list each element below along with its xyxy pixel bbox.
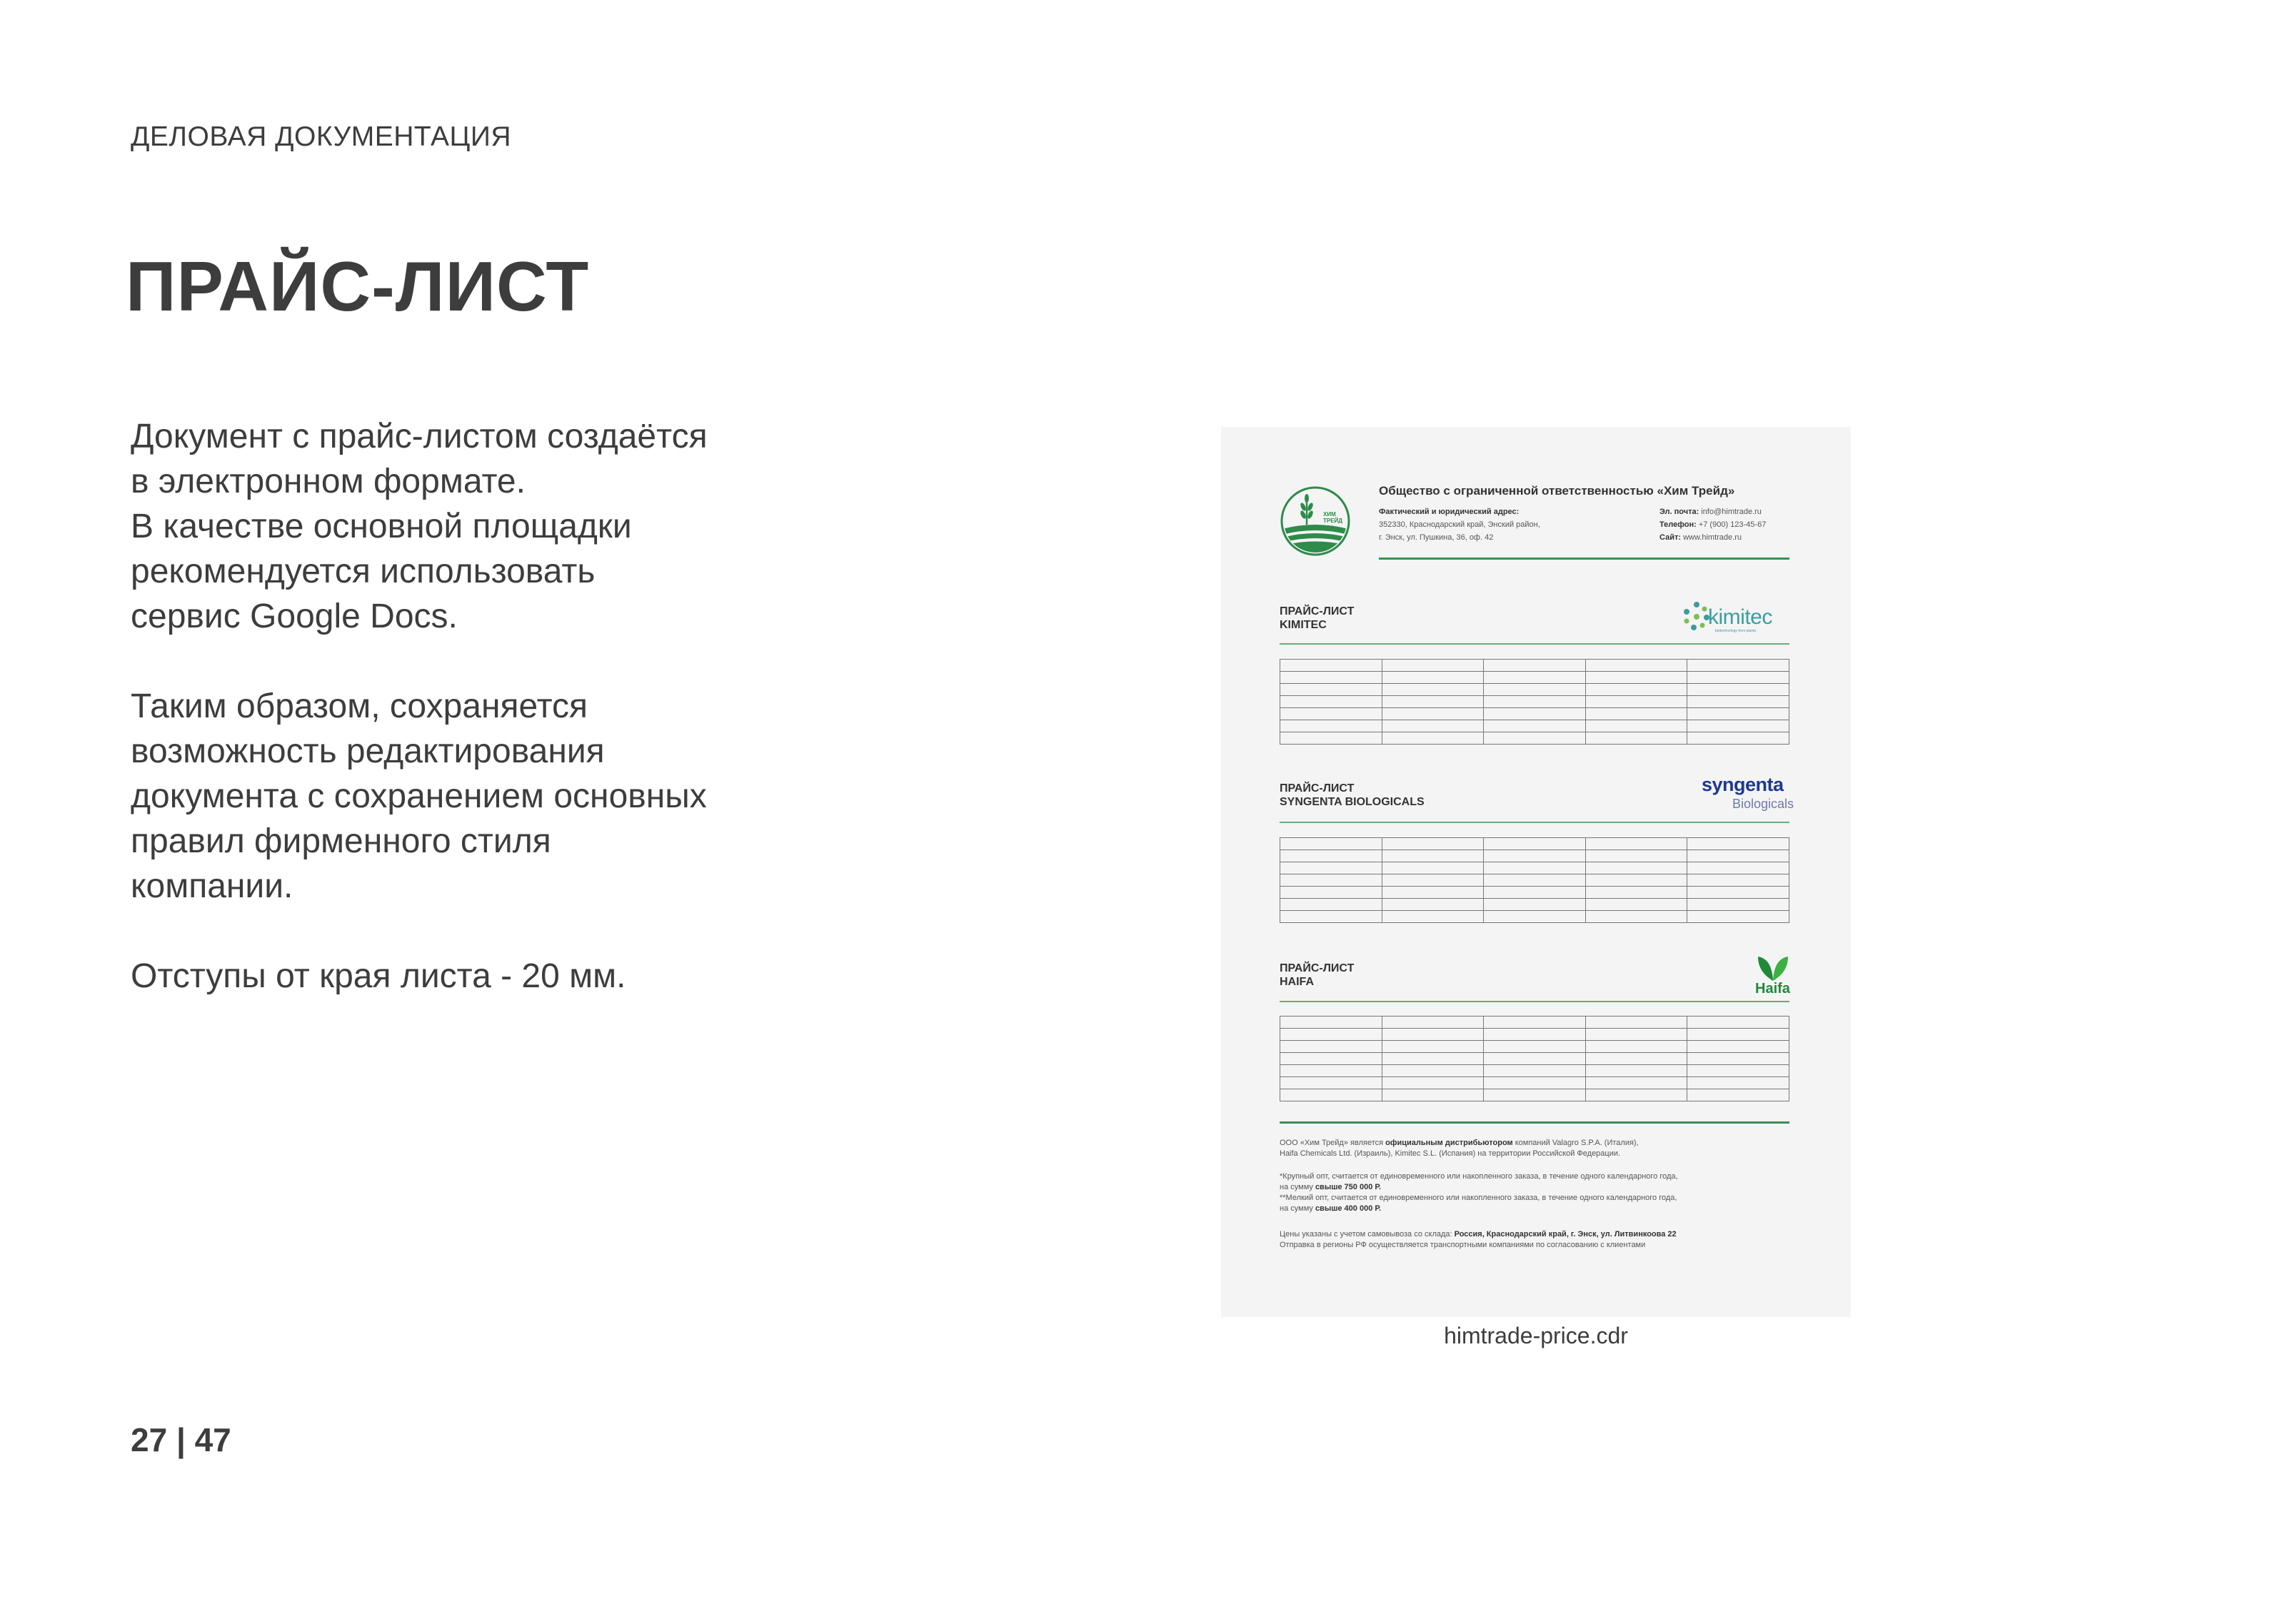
header-rule: [1379, 558, 1789, 560]
footer-rule: [1280, 1121, 1789, 1124]
page-title: ПРАЙС-ЛИСТ: [126, 247, 590, 326]
description-line: Таким образом, сохраняется: [131, 687, 588, 725]
haifa-logo: Haifa: [1755, 981, 1790, 997]
price-list-preview: [1221, 427, 1851, 1317]
footer-text: Haifa Chemicals Ltd. (Израиль), Kimitec S.L. (Испания) на территории Российской Федерации.: [1280, 1149, 1621, 1158]
footer-bold: свыше 750 000 Р.: [1315, 1183, 1382, 1191]
phone-label: Телефон:: [1659, 520, 1697, 529]
description-paragraph-2: [131, 684, 845, 909]
site-value: www.himtrade.ru: [1683, 533, 1742, 542]
section-title: ПРАЙС-ЛИСТ: [1280, 962, 1355, 974]
footer-text: Цены указаны с учетом самовывоза со склада:: [1280, 1230, 1455, 1239]
logo-text: ХИМ ТРЕЙД: [1323, 511, 1343, 524]
section-rule: [1280, 822, 1789, 823]
section-rule: [1280, 643, 1789, 645]
section-title: ПРАЙС-ЛИСТ: [1280, 605, 1355, 617]
section-title-haifa: [1280, 962, 1354, 989]
price-table-syngenta: [1280, 837, 1789, 923]
section-subtitle: KIMITEC: [1280, 619, 1327, 631]
email-value: info@himtrade.ru: [1701, 508, 1762, 516]
footer-bold: официальным дистрибьютором: [1385, 1139, 1513, 1147]
description-line: сервис Google Docs.: [131, 597, 458, 635]
footer-paragraph-1: [1280, 1138, 1639, 1159]
section-rule: [1280, 1001, 1789, 1002]
page-number: 27 | 47: [131, 1421, 231, 1458]
address-heading: Фактический и юридический адрес:: [1379, 508, 1520, 516]
footer-paragraph-2: [1280, 1171, 1678, 1214]
email-label: Эл. почта:: [1659, 508, 1699, 516]
description-line: рекомендуется использовать: [131, 553, 596, 590]
description-paragraph-1: [131, 414, 845, 639]
footer-bold: Россия, Краснодарский край, г. Энск, ул. Литвинкоова 22: [1454, 1230, 1677, 1239]
section-title: ПРАЙС-ЛИСТ: [1280, 782, 1355, 795]
footer-text: **Мелкий опт, считается от единовременного или накопленного заказа, в течение одного календарного года,: [1280, 1194, 1677, 1202]
footer-bold: свыше 400 000 Р.: [1315, 1204, 1382, 1213]
section-subtitle: SYNGENTA BIOLOGICALS: [1280, 796, 1425, 808]
company-name: Общество с ограниченной ответственностью «Хим Трейд»: [1379, 484, 1735, 498]
section-subtitle: HAIFA: [1280, 976, 1314, 988]
description-line: Отступы от края листа - 20 мм.: [131, 957, 626, 995]
site-label: Сайт:: [1659, 533, 1682, 542]
footer-text: Отправка в регионы РФ осуществляется транспортными компаниями по согласованию с клиентами: [1280, 1241, 1646, 1249]
site-line: [1659, 533, 1742, 542]
description-line: Документ с прайс-листом создаётся: [131, 418, 708, 455]
syngenta-tagline: Biologicals: [1732, 797, 1794, 811]
section-title-syngenta: [1280, 782, 1425, 809]
kimitec-logo-icon: [1682, 600, 1711, 633]
price-table-kimitec: [1280, 659, 1789, 745]
description-line: компании.: [131, 867, 293, 905]
footer-text: на сумму: [1280, 1204, 1315, 1213]
description-line: возможность редактирования: [131, 732, 605, 770]
email-line: [1659, 508, 1762, 516]
description-line: документа с сохранением основных: [131, 777, 707, 815]
kimitec-tagline: biotechnology from plants: [1715, 629, 1756, 633]
address-line: 352330, Краснодарский край, Энский район,: [1379, 520, 1540, 529]
syngenta-logo: syngenta: [1702, 774, 1784, 795]
footer-text: ООО «Хим Трейд» является: [1280, 1139, 1386, 1147]
description: [131, 414, 845, 1044]
preview-caption: himtrade-price.cdr: [1444, 1323, 1628, 1348]
phone-value: +7 (900) 123-45-67: [1698, 520, 1767, 529]
footer-text: *Крупный опт, считается от единовременного или накопленного заказа, в течение одного календарного года,: [1280, 1172, 1678, 1181]
footer-text: компаний Valagro S.P.A. (Италия),: [1512, 1139, 1639, 1147]
address-line: г. Энск, ул. Пушкина, 36, оф. 42: [1379, 533, 1494, 542]
kimitec-logo: kimitec: [1708, 605, 1772, 629]
section-label: ДЕЛОВАЯ ДОКУМЕНТАЦИЯ: [131, 121, 512, 152]
description-line: В качестве основной площадки: [131, 508, 632, 545]
section-title-kimitec: [1280, 605, 1354, 632]
phone-line: [1659, 520, 1766, 529]
price-table-haifa: [1280, 1016, 1789, 1101]
description-line: в электронном формате.: [131, 463, 526, 500]
description-line: правил фирменного стиля: [131, 822, 551, 860]
haifa-leaf-icon: [1755, 954, 1791, 982]
footer-text: на сумму: [1280, 1183, 1315, 1191]
description-paragraph-3: [131, 954, 845, 999]
footer-paragraph-3: [1280, 1229, 1677, 1251]
